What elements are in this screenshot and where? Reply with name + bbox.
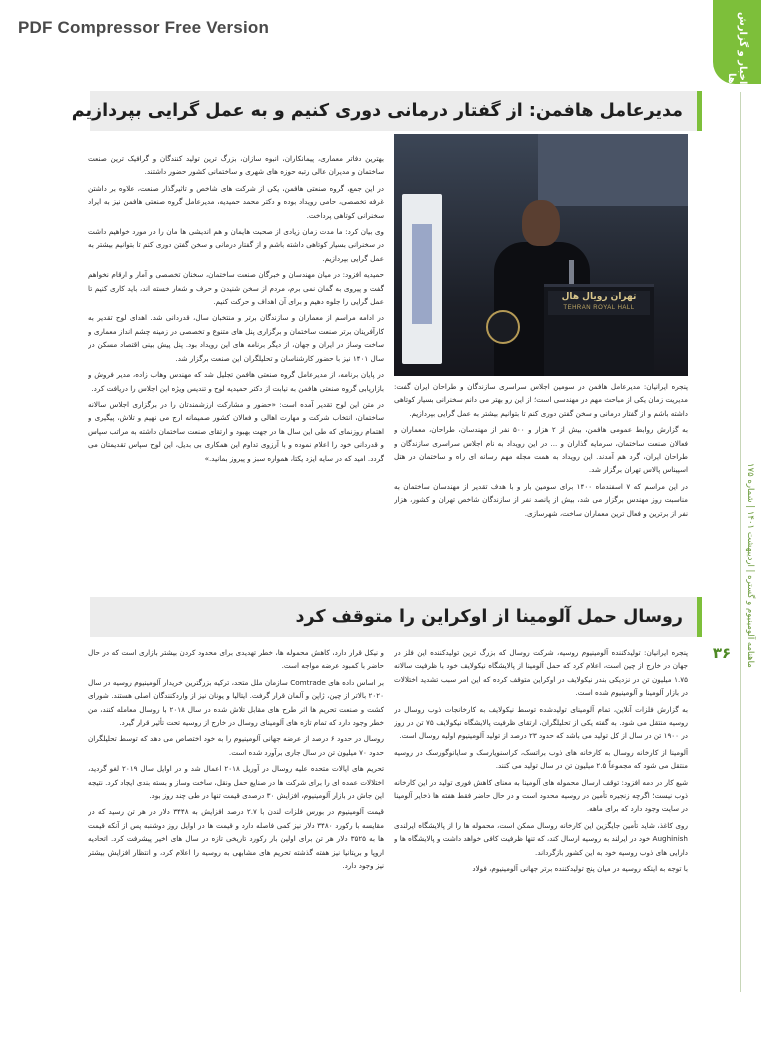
paragraph: روسال در حدود ۶ درصد از عرضه جهانی آلومینیوم را به خود اختصاص می دهد که توسط تحلیلگران حدود ۷۰ میلیون تن در سال جاری برآورد شده است. <box>88 734 384 757</box>
paragraph: در این مراسم که ۷ اسفندماه ۱۴۰۰ برای سومین بار و با هدف تقدیر از مهندسان ساختمان به مناسبت روز مهندس برگزار می شد، بیش از پانصد نفر از سازندگان شاخص تهران و کشور، هزار نفر از برترین و فعال ترین معماران ساخت، شهرسازی. <box>394 481 688 518</box>
side-caption <box>743 440 757 690</box>
article2-column-left <box>88 646 384 976</box>
photo-speaker-head <box>522 200 560 246</box>
paragraph: قیمت آلومینیوم در بورس فلزات لندن با ۲.۷ درصد افزایش به ۳۴۴۸ دلار در هر تن رسید که در مقایسه با رکورد ۳۴۸۰ دلار نیز کمی فاصله دارد و قیمت ها در اوایل روز دوشنبه پس از آنکه قیمت ها به ۳۵۲۵ دلار هر تن برای اولین بار رکورد تاریخی تازه در سال های اخیر پیشرفت کرد. اتحادیه اروپا و بریتانیا نیز هفته گذشته تحریم های مشابهی به روسیه را اعلام کرد، و انتظار افزایش بیشتر نیز وجود دارد. <box>88 807 384 871</box>
paragraph: تحریم های ایالات متحده علیه روسال در آوریل ۲۰۱۸ اعمال شد و در اوایل سال ۲۰۱۹ لغو گردید، اختلالات عمده ای را برای شرکت ها در صنایع حمل ونقل، ساخت وساز و بسته بندی ایجاد کرد. نتیجه این جاش در بازار آلومینیوم، افزایش ۳۰ درصدی قیمت تنها در طی چند روز بود. <box>88 764 384 801</box>
paragraph: در متن این لوح تقدیر آمده است: «حضور و مشارکت ارزشمندتان را در برگزاری اجلاس سالانه ساختمان، انتخاب شرکت و مهارت اهالی و فعالان کشور صمیمانه ارج می نهیم و تلاش، پیگیری و اهتمام روزنمای که طی این سال ها در جهت بهبود و ارتقای صنعت ساختمان داشته به مراتب سپاس و قدردانی خود را اعلام نموده و با آرزوی تداوم این همکاری بی بدیل، این لوح سپاس تقدیمتان می گردد. امید که در سایه ایزد یکتا، همواره سبز و پیروز بمانید.» <box>88 399 384 463</box>
photo-podium <box>544 284 654 376</box>
photo-banner <box>402 194 442 364</box>
paragraph: روی کاغذ، شاید تأمین جایگزین این کارخانه روسال ممکن است، محموله ها را از پالایشگاه ایرلندی Aughinish خود در ایرلند به روسیه ارسال کند، که تنها ظرفیت کافی خواهد داشت و پالایشگاه ها و دارایی های ذوب روسیه خود به این کشور بازگرداند. <box>394 820 688 857</box>
podium-label: تهران رویال هال <box>548 291 650 315</box>
paragraph: شیع کار در دمه افزود: توقف ارسال محموله های آلومینا به معنای کاهش فوری تولید در این کارخانه ذوب نیست؛ اگرچه زنجیره تأمین در روسیه محدود است و در حال حاضر فقط هفته ها ذخایر آلومینا در سایت وجود دارد که برای ماهه. <box>394 777 688 814</box>
paragraph: حمیدیه افزود: در میان مهندسان و خبرگان صنعت ساختمان، سخنان تخصصی و آمار و ارقام نخواهم گفت و پیروی به گمان نمی برم، مردم از سخن شنیدن و حرف و شعار خسته اند، باید کاری کنیم تا عمل گرایی را جلوه دهیم و برای آن اهداف و حرکت کنیم. <box>88 270 384 307</box>
paragraph: در پایان برنامه، از مدیرعامل گروه صنعتی هافمن تجلیل شد که مهندس وهاب زاده، مدیر فروش و بازاریابی گروه صنعتی هافمن به نیابت از دکتر حمیدیه لوح و تندیس ویژه این اجلاس را دریافت کرد. <box>88 370 384 393</box>
section-tab-label: اخبار و گزارش ها <box>726 11 748 84</box>
podium-sub: TEHRAN ROYAL HALL <box>563 305 635 311</box>
watermark-text: PDF Compressor Free Version <box>18 18 270 37</box>
paragraph: به گزارش روابط عمومی هافمن، بیش از ۲ هزار و ۵۰۰ نفر از مهندسان، طراحان، معماران و فعالان صنعت ساختمان، سرمایه گذاران و ... در این رویداد به نام اجلاس سراسری سازندگان و طراحان ایران، گرد هم آمدند. این رویداد به همت مجله مهم رسانه ای راه و ساختمان در هتل اسپیناس پالاس تهران برگزار شد. <box>394 425 688 475</box>
article1-photo <box>394 134 688 376</box>
photo-screen <box>538 134 688 206</box>
paragraph: به گزارش فلزات آنلاین، تمام آلومینای تولیدشده توسط نیکولایف به کارخانجات ذوب روسال در روسیه منتقل می شود. به گفته یکی از تحلیلگران، ارتقای ظرفیت پالایشگاه نیکولایف ۷۵ تن در روز در ۱۹۰۰ تن در سال از کل تولید می باشد که حدود ۲۳ درصد از تولید آلومینیوم اولیه روسال است. <box>394 704 688 741</box>
paragraph: بر اساس داده های Comtrade سازمان ملل متحد، ترکیه بزرگترین خریدار آلومینیوم روسیه در سال ۲۰۲۰ بالاتر از چین، ژاپن و آلمان قرار گرفت. ایتالیا و یونان نیز از واردکنندگان اصلی هستند. شورای کشت و صنعت تحریم ها اثر طرح های مقابل تلاش شده در سال ۲۰۱۸ با روسال معامله کنند، من خطر وجود دارد که تمام تازه های آلومینای روسال در خارج از روسیه تحت تأثیر قرار گیرد. <box>88 677 384 728</box>
article1-column-left <box>88 152 384 582</box>
paragraph: پنجره ایرانیان: مدیرعامل هافمن در سومین اجلاس سراسری سازندگان و طراحان ایران گفت: مدیریت زمان یکی از مباحث مهم در مهندسی است؛ از این رو بهتر می دانم سخنرانی بسیار کوتاهی داشته باشم و از گفتار درمانی و سخن گفتن دوری کنم تا بتوانیم بیشتر به عمل گرایی بپردازیم. <box>394 382 688 418</box>
article1-column-right <box>394 380 688 580</box>
photo-logo-emblem <box>486 310 520 344</box>
paragraph: با توجه به اینکه روسیه در میان پنج تولیدکننده برتر جهانی آلومینیوم، فولاد <box>472 864 688 874</box>
paragraph: در این جمع، گروه صنعتی هافمن، یکی از شرکت های شاخص و تاثیرگذار صنعت، علاوه بر داشتن غرفه تخصصی، حامی رویداد بوده و دکتر محمد حمیدیه، مدیرعامل گروه صنعتی هافمن نیز به ایراد سخنرانی کوتاهی پرداخت. <box>88 183 384 220</box>
article2-column-right <box>394 646 688 976</box>
article1-headline: مدیرعامل هافمن: از گفتار درمانی دوری کنیم و به عمل گرایی بپردازیم <box>71 101 683 121</box>
section-tab[interactable] <box>713 0 761 84</box>
paragraph: و نیکل قرار دارد، کاهش محموله ها، خطر تهدیدی برای محدود کردن بیشتر بازاری است که در حال حاضر با کمبود عرضه مواجه است. <box>88 648 384 671</box>
side-rule <box>740 92 741 992</box>
paragraph: بهترین دفاتر معماری، پیمانکاران، انبوه سازان، بزرگ ترین تولید کنندگان و گرافیک ترین صنعت ساختمان و مدیران عالی رتبه حوزه های شهری و ساختمانی کشور حضور داشتند. <box>88 154 384 177</box>
side-caption-text: ماهنامه آلومینیوم و گستره | اردیبهشت ۱۴۰۱ | شماره ۱۷۵ <box>745 462 755 668</box>
paragraph: پنجره ایرانیان: تولیدکننده آلومینیوم روسیه، شرکت روسال که بزرگ ترین تولیدکننده این فلز در جهان در خارج از چین است، اعلام کرد که حمل آلومینا از پالایشگاه نیکولایف خود با ظرفیت سالانه ۱.۷۵ میلیون تن در نزدیکی بندر نیکولایف در اوکراین متوقف کرده که این امر سبب تشدید اختلالات در بازار آلومینا و آلومینیوم شده است. <box>394 648 688 698</box>
paragraph: آلومینا از کارخانه روسال به کارخانه های ذوب براتسک، کراسنویارسک و سایانوگورسک در روسیه منتقل می شود که مجموعاً ۲.۵ میلیون تن در سال تولید می کنند. <box>394 747 688 771</box>
paragraph: در ادامه مراسم از معماران و سازندگان برتر و منتخبان سال، قدردانی شد. اهدای لوح تقدیر به کارآفرینان برتر صنعت ساختمان و برگزاری پنل های متنوع و تخصصی در زمینه چشم انداز معماری و ساخت وساز در ایران و جهان، از دیگر برنامه های این رویداد بود. پنل پیش بینی اقتصاد مسکن در سال ۱۴۰۱ نیز با حضور کارشناسان و تحلیلگران این صنعت برگزار شد. <box>88 313 384 363</box>
article2-headline-band <box>90 597 702 637</box>
page-number: ۳۶ <box>712 644 732 662</box>
article1-headline-band <box>71 91 702 131</box>
article2-headline: روسال حمل آلومینا از اوکراین را متوقف کرد <box>295 607 683 627</box>
paragraph: وی بیان کرد: ما مدت زمان زیادی از صحبت هایمان و هم اندیشی ها مان را در مورد خواهیم داشت در سخنرانی بسیار کوتاهی داشته باشم و از گفتار درمانی و سخن گفتن دوری کنم تا بتوانیم بیشتر به عمل گرایی بپردازیم. <box>88 227 384 263</box>
